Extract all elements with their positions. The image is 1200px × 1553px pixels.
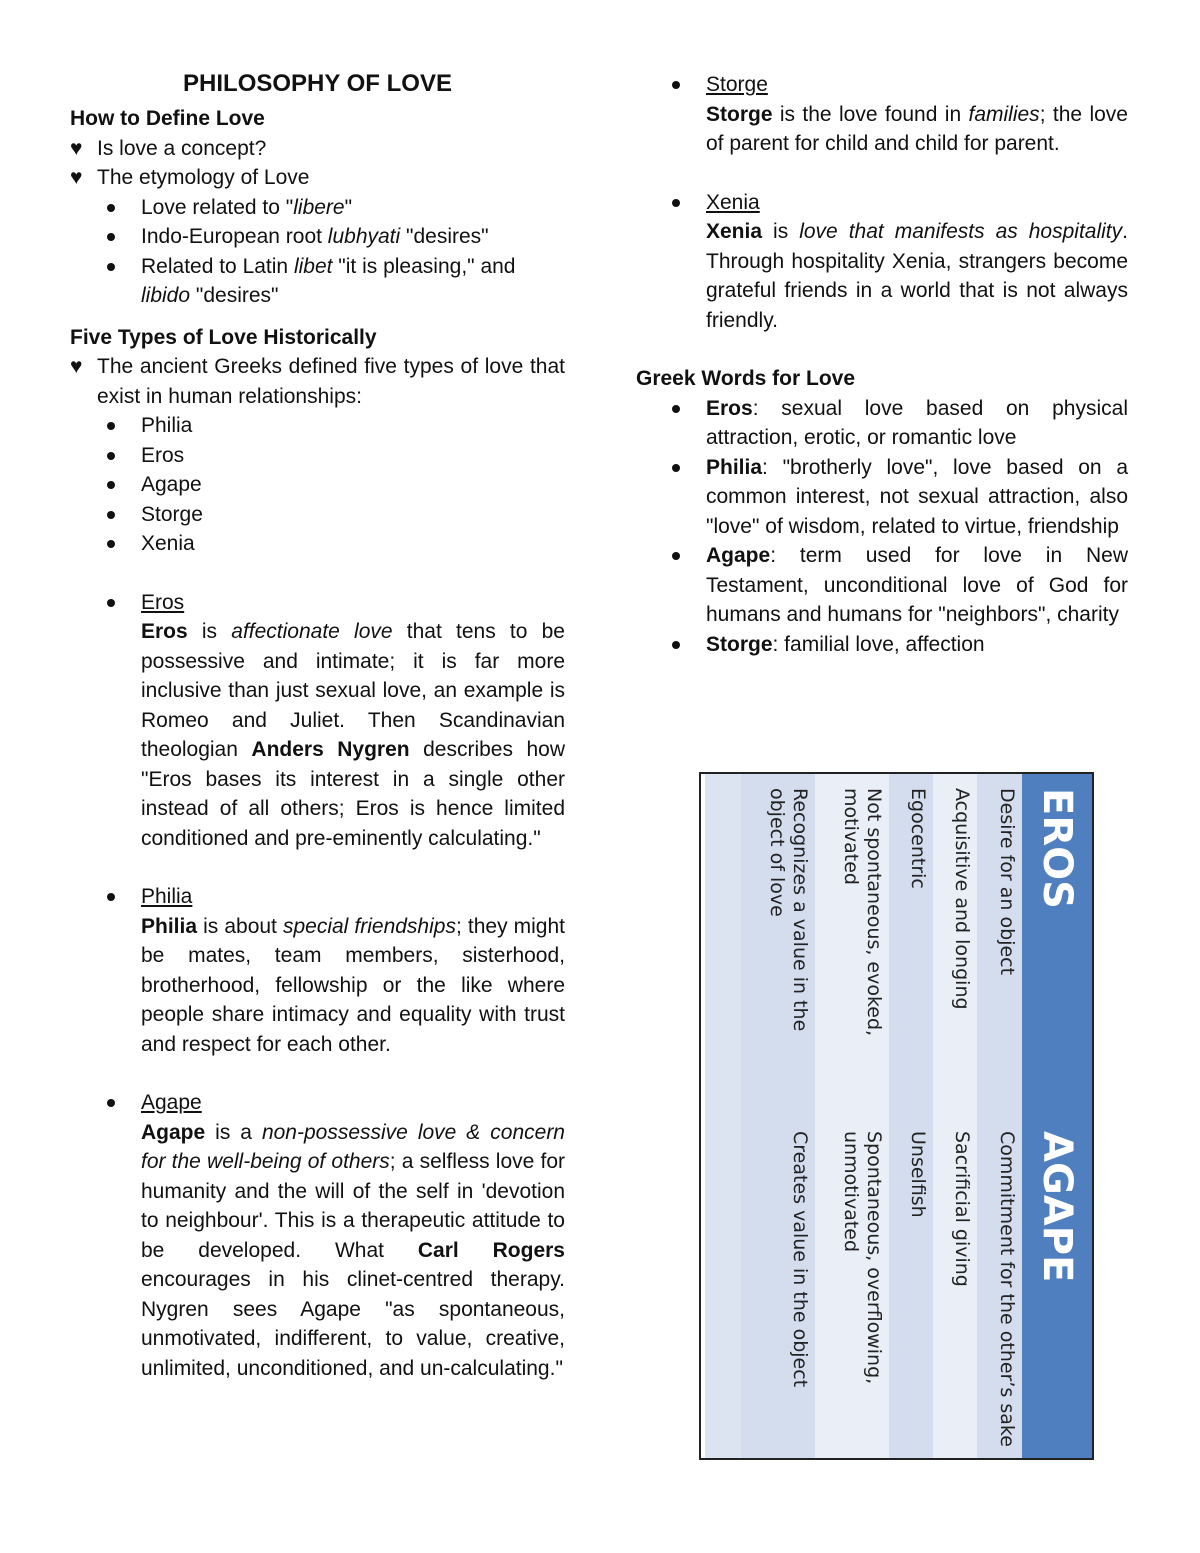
heart-icon: ♥ bbox=[70, 166, 83, 189]
list-item: Love related to "libere" bbox=[141, 193, 565, 223]
table-cell: Unselfish bbox=[889, 1101, 933, 1458]
agape-section bbox=[70, 1088, 565, 1383]
list-item: Agape Agape is a non-possessive love & concern for the well-being of others; a selfless love for humanity and the will of the self in 'devotion to neighbour'. This is a therapeutic attitude to be developed. What Carl Rogers encourages in his clinet-centred therapy. Nygren sees Agape "as spontaneous, unmotivated, indifferent, to value, creative, unlimited, unconditioned, and un-calculating." bbox=[141, 1088, 565, 1383]
table-header: EROS bbox=[1022, 774, 1092, 1101]
list-item: Eros bbox=[141, 441, 565, 471]
table-cell: Commitment for the other’s sake bbox=[977, 1101, 1022, 1458]
list-item: Storge Storge is the love found in families; the love of parent for child and child for parent. bbox=[706, 70, 1128, 159]
types-intro: ♥ The ancient Greeks defined five types of love that exist in human relationships: bbox=[70, 352, 565, 411]
heart-item: ♥ Is love a concept? bbox=[70, 134, 565, 164]
table-header: AGAPE bbox=[1022, 1101, 1092, 1458]
table-cell: Sacrificial giving bbox=[933, 1101, 977, 1458]
list-item: Xenia bbox=[141, 529, 565, 559]
table-cell: Desire for an object bbox=[977, 774, 1022, 1101]
list-item: Philia: "brotherly love", love based on a common interest, not sexual attraction, also "love" of wisdom, related to virtue, friendship bbox=[706, 453, 1128, 542]
list-item: Related to Latin libet "it is pleasing," and libido "desires" bbox=[141, 252, 565, 311]
list-item: Storge: familial love, affection bbox=[706, 630, 1128, 660]
table-spacer bbox=[705, 774, 741, 1101]
table-spacer bbox=[705, 1101, 741, 1458]
list-item: Xenia Xenia is love that manifests as hospitality. Through hospitality Xenia, strangers become grateful friends in a world that is not always friendly. bbox=[706, 188, 1128, 336]
list-item: Storge bbox=[141, 500, 565, 530]
page-title: PHILOSOPHY OF LOVE bbox=[183, 70, 452, 97]
list-item: Eros Eros is affectionate love that tens to be possessive and intimate; it is far more inclusive than just sexual love, an example is Romeo and Juliet. Then Scandinavian theologian Anders Nygren describes how "Eros bases its interest in a single other instead of all others; Eros is hence limited conditioned and pre-eminently calculating." bbox=[141, 588, 565, 854]
table-cell: Recognizes a value in the object of love bbox=[741, 774, 815, 1101]
types-heading: Five Types of Love Historically bbox=[70, 325, 377, 349]
storge-label: Storge bbox=[706, 73, 768, 96]
agape-label: Agape bbox=[141, 1091, 202, 1114]
types-list bbox=[70, 411, 565, 559]
eros-agape-table bbox=[699, 772, 1094, 1460]
table-cell: Acquisitive and longing bbox=[933, 774, 977, 1101]
list-item: Eros: sexual love based on physical attraction, erotic, or romantic love bbox=[706, 394, 1128, 453]
list-item: Agape: term used for love in New Testament, unconditional love of God for humans and humans for "neighbors", charity bbox=[706, 541, 1128, 630]
xenia-section bbox=[636, 188, 1128, 336]
philia-label: Philia bbox=[141, 885, 193, 908]
greek-heading: Greek Words for Love bbox=[636, 367, 856, 390]
list-item: Philia bbox=[141, 411, 565, 441]
greek-list bbox=[636, 394, 1128, 660]
right-column bbox=[636, 70, 1128, 659]
table-cell: Egocentric bbox=[889, 774, 933, 1101]
heart-icon: ♥ bbox=[70, 136, 83, 160]
list-item: Agape bbox=[141, 470, 565, 500]
table-cell: Not spontaneous, evoked, motivated bbox=[815, 774, 889, 1101]
xenia-label: Xenia bbox=[706, 190, 760, 214]
eros-label: Eros bbox=[141, 590, 185, 614]
etymology-list bbox=[70, 193, 565, 311]
heart-icon: ♥ bbox=[70, 355, 83, 378]
eros-section bbox=[70, 588, 565, 854]
table-cell: Spontaneous, overflowing, unmotivated bbox=[815, 1101, 889, 1458]
list-item: Philia Philia is about special friendships; they might be mates, team members, sisterhood, brotherhood, fellowship or the like where people share intimacy and equality with trust and respect for each other. bbox=[141, 882, 565, 1059]
philia-section bbox=[70, 882, 565, 1059]
define-heading: How to Define Love bbox=[70, 107, 265, 130]
left-column bbox=[70, 68, 565, 1383]
list-item: Indo-European root lubhyati "desires" bbox=[141, 222, 565, 252]
storge-section bbox=[636, 70, 1128, 159]
table-cell: Creates value in the object bbox=[741, 1101, 815, 1458]
heart-item: ♥ The etymology of Love bbox=[70, 163, 565, 193]
